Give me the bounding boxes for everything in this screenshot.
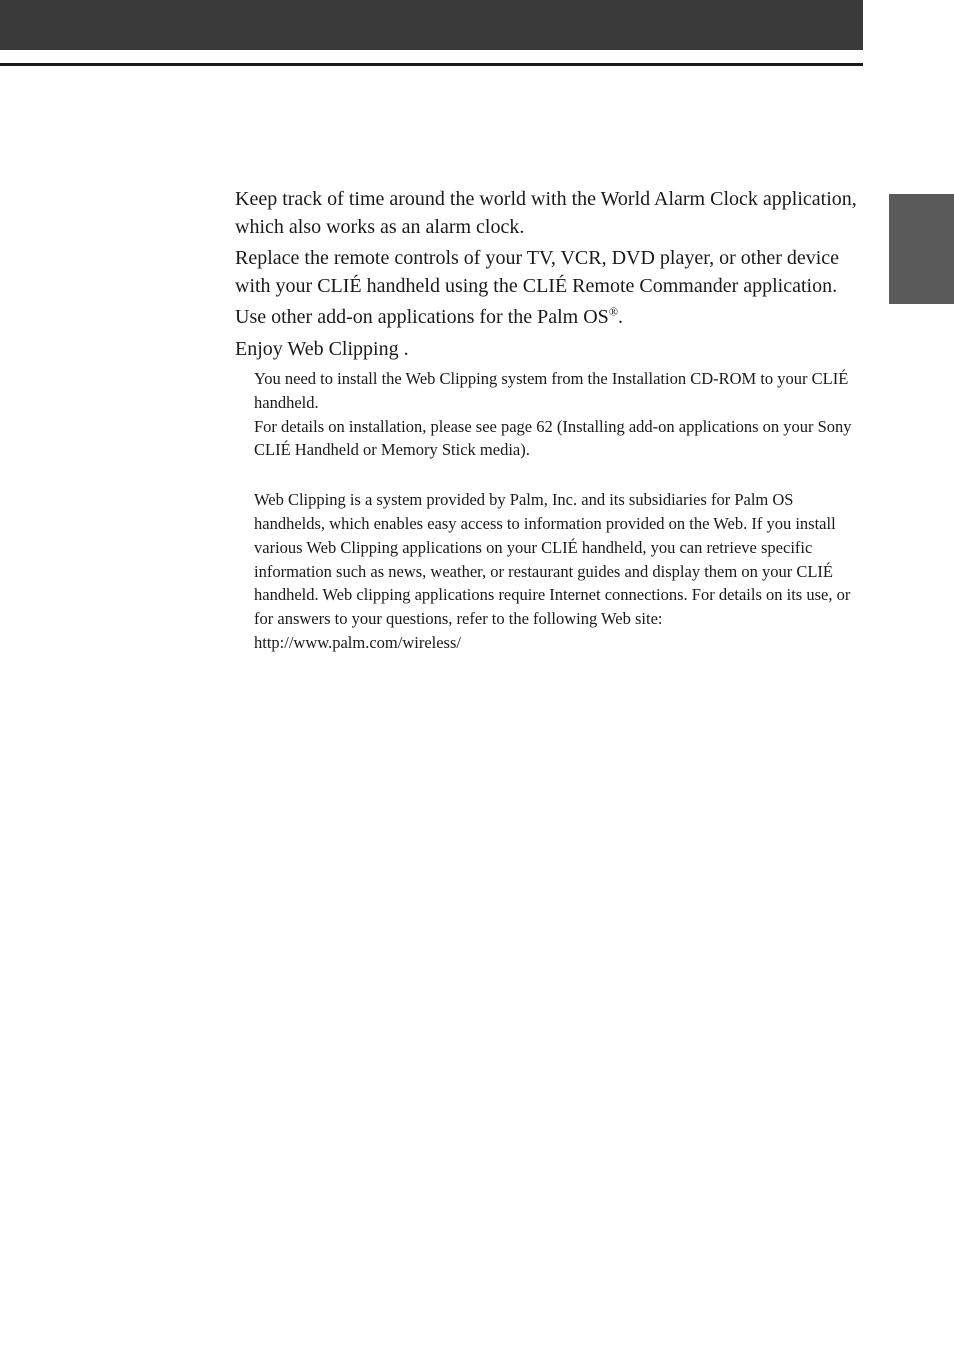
web-clipping-note (254, 367, 865, 655)
addon-apps-text: Use other add-on applications for the Palm OS (235, 306, 609, 328)
paragraph-web-clipping: Enjoy Web Clipping . (235, 337, 409, 360)
paragraph-world-clock: Keep track of time around the world with the World Alarm Clock application, which also works as an alarm clock. (235, 188, 857, 238)
main-content (235, 186, 865, 655)
note-install-1: You need to install the Web Clipping system from the Installation CD-ROM to your CLIÉ handheld. (254, 369, 849, 412)
addon-apps-period: . (617, 306, 623, 328)
header-bar (0, 0, 863, 50)
header-rule (0, 63, 863, 66)
side-tab (889, 194, 954, 304)
paragraph-remote-commander: Replace the remote controls of your TV, VCR, DVD player, or other device with your CLIÉ handheld using the CLIÉ Remote Commander application. (235, 247, 840, 297)
note-install-2: For details on installation, please see page 62 (Installing add-on applications on your Sony CLIÉ Handheld or Memory Stick media). (254, 416, 852, 460)
note-spacer (254, 462, 865, 488)
note-description: Web Clipping is a system provided by Palm, Inc. and its subsidiaries for Palm OS handhelds, which enables easy access to information provided on the Web. If you install various Web Clipping applications on your CLIÉ handheld, you can retrieve specific information such as news, weather, or restaurant guides and display them on your CLIÉ handheld. Web clipping applications require Internet connections. For details on its use, or for answers to your questions, refer to the following Web site: (254, 490, 851, 629)
note-url: http://www.palm.com/wireless/ (254, 632, 461, 652)
paragraph-addon-apps (235, 304, 865, 332)
registered-mark: ® (608, 304, 618, 319)
